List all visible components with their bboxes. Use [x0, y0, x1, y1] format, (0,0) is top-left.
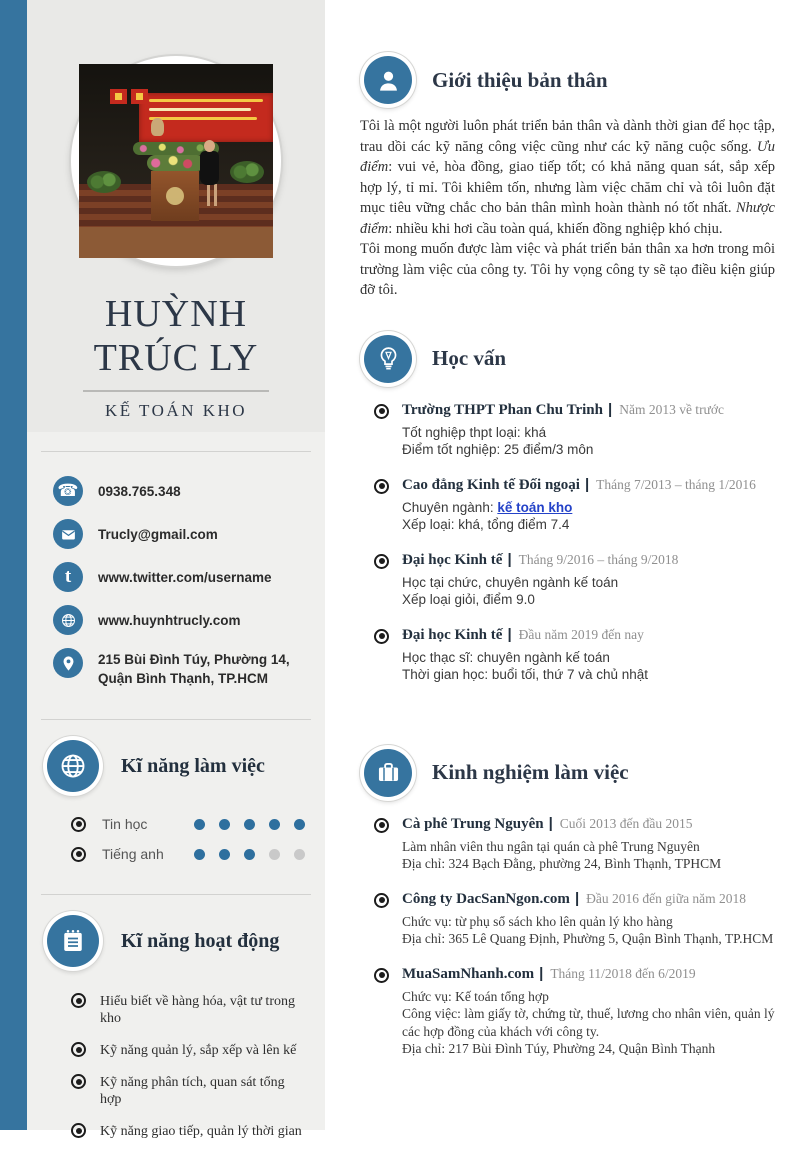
entry-separator: |: [507, 550, 512, 568]
activity-text: Kỹ năng phân tích, quan sát tổng hợp: [100, 1075, 285, 1107]
entry-separator: |: [539, 964, 544, 982]
main-column: [325, 0, 800, 1130]
bulb-icon: [360, 331, 416, 387]
education-entry: [360, 551, 775, 609]
about-paragraph: Tôi mong muốn được làm việc và phát triển bản thân xa hơn trong môi trường làm việc của công ty. Tôi hy vọng công ty sẽ tạo điều kiện giúp đỡ tôi.: [360, 241, 775, 298]
globe-icon: [53, 605, 83, 635]
left-accent-strip: [0, 0, 27, 1130]
dot-filled: [269, 819, 280, 830]
contact-text: 0938.765.348: [98, 484, 181, 499]
entry-details: [402, 574, 775, 609]
entry-separator: |: [608, 400, 613, 418]
activity-row: [71, 993, 305, 1027]
entry-detail-line: Chuyên ngành: kế toán kho: [402, 499, 573, 515]
entry-separator: |: [574, 889, 580, 907]
sidebar: [27, 0, 325, 1139]
bullet-icon: [71, 847, 86, 862]
contact-text: 215 Bùi Đình Túy, Phường 14, Quận Bình Thạnh, TP.HCM: [98, 652, 290, 686]
activity-row: [71, 1123, 305, 1140]
entry-head: [402, 815, 775, 833]
name-line-2: TRÚC LY: [93, 337, 259, 379]
entry-detail-line: Địa chỉ: 217 Bùi Đình Túy, Phường 24, Quận Bình Thạnh: [402, 1041, 716, 1056]
contact-row: [53, 476, 305, 506]
entry-head: [402, 551, 775, 569]
profile-photo-frame: [71, 56, 281, 266]
bullet-icon: [374, 554, 389, 569]
experience-title: Kinh nghiệm làm việc: [432, 760, 629, 784]
dot-empty: [269, 849, 280, 860]
skill-level-dots: [194, 819, 305, 830]
entry-separator: |: [507, 625, 512, 643]
bullet-icon: [374, 893, 389, 908]
about-text: [360, 116, 775, 301]
entry-detail-line: Học thạc sĩ: chuyên ngành kế toán: [402, 649, 610, 665]
entry-title: Công ty DacSanNgon.com: [402, 890, 570, 907]
entry-detail-line: Tốt nghiệp thpt loại: khá: [402, 424, 547, 440]
activity-skills-section: [27, 895, 325, 1165]
entry-head: [402, 965, 775, 983]
twitter-icon: t: [53, 562, 83, 592]
bullet-icon: [374, 818, 389, 833]
entry-detail-line: Xếp loại: khá, tổng điểm 7.4: [402, 517, 570, 532]
about-paragraph: Tôi là một người luôn phát triển bản thân và dành thời gian để học tập, trau dồi các kỹ năng công việc cũng như các kỹ năng cuộc sống. Ưu điểm: vui vẻ, hòa đồng, giao tiếp tốt; có khả năng quan sát, sắp xếp hợp lý, tỉ mỉ. Tôi khiêm tốn, nhưng làm việc chăm chỉ và tôi luôn đặt mục tiêu vững chắc cho bản thân mình hoàn thành nó tốt nhất. Nhược điểm: nhiều khi hơi cầu toàn quá, khiến đồng nghiệp khó chịu.: [360, 118, 775, 237]
entry-detail-line: Làm nhân viên thu ngân tại quán cà phê Trung Nguyên: [402, 838, 700, 854]
education-entry: [360, 401, 775, 459]
person-icon: [360, 52, 416, 108]
activity-text: Hiểu biết về hàng hóa, vật tư trong kho: [100, 994, 295, 1026]
name-block: [27, 292, 325, 421]
skill-level-dots: [194, 849, 305, 860]
entry-separator: |: [548, 814, 553, 832]
entry-detail-line: Chức vụ: từ phụ sổ sách kho lên quản lý kho hàng: [402, 913, 673, 929]
entry-detail-line: Công việc: làm giấy tờ, chứng từ, thuế, lương cho nhân viên, quản lý các hợp đồng của khách với công ty.: [402, 1006, 775, 1039]
entry-date: Cuối 2013 đến đầu 2015: [559, 815, 693, 831]
activity-text: Kỹ năng giao tiếp, quản lý thời gian: [100, 1124, 302, 1139]
education-entry: [360, 476, 775, 534]
work-skills-section: [27, 720, 325, 894]
bullet-icon: [374, 479, 389, 494]
education-entries: [360, 387, 775, 684]
bullet-icon: [71, 993, 86, 1008]
entry-detail-line: Chức vụ: Kế toán tổng hợp: [402, 988, 549, 1004]
entry-detail-line: Xếp loại giỏi, điểm 9.0: [402, 592, 535, 607]
bullet-icon: [71, 1074, 86, 1089]
entry-title: Cà phê Trung Nguyên: [402, 815, 544, 832]
major-link[interactable]: kế toán kho: [497, 499, 573, 515]
bullet-icon: [374, 968, 389, 983]
entry-title: Đại học Kinh tế: [402, 551, 503, 568]
education-title: Học vấn: [432, 346, 507, 370]
dot-filled: [194, 819, 205, 830]
skill-label: Tiếng anh: [102, 846, 164, 862]
name-divider: [83, 390, 269, 392]
bullet-icon: [374, 629, 389, 644]
experience-entry: [360, 815, 775, 873]
dot-filled: [244, 819, 255, 830]
dot-filled: [219, 849, 230, 860]
profile-photo: [79, 64, 273, 258]
contact-list: [27, 452, 325, 719]
dot-filled: [244, 849, 255, 860]
work-skills-list: [43, 796, 305, 884]
contact-text: Trucly@gmail.com: [98, 527, 218, 542]
entry-title: MuaSamNhanh.com: [402, 965, 535, 982]
about-section: [360, 0, 775, 301]
entry-date: Tháng 9/2016 – tháng 9/2018: [518, 551, 679, 567]
contact-text: www.twitter.com/username: [98, 570, 272, 585]
entry-head: [402, 890, 775, 908]
activity-skills-title: Kĩ năng hoạt động: [121, 929, 280, 952]
name-line-1: HUỲNH: [104, 293, 248, 335]
entry-date: Tháng 11/2018 đến 6/2019: [550, 965, 696, 981]
skill-label: Tin học: [102, 816, 148, 832]
entry-head: [402, 476, 775, 494]
activity-row: [71, 1074, 305, 1108]
entry-detail-line: Học tại chức, chuyên ngành kế toán: [402, 574, 619, 590]
experience-entry: [360, 890, 775, 948]
dot-filled: [219, 819, 230, 830]
entry-details: [402, 424, 775, 459]
entry-detail-line: Thời gian học: buổi tối, thứ 7 và chủ nhật: [402, 667, 649, 682]
entry-details: [402, 649, 775, 684]
education-entry: [360, 626, 775, 684]
contact-row: [53, 519, 305, 549]
activity-skills-list: [43, 971, 305, 1140]
email-icon: [53, 519, 83, 549]
entry-detail-line: Điểm tốt nghiệp: 25 điểm/3 môn: [402, 442, 594, 457]
entry-details: [402, 499, 775, 534]
bullet-icon: [71, 817, 86, 832]
job-title: KẾ TOÁN KHO: [104, 401, 248, 420]
bullet-icon: [374, 404, 389, 419]
entry-date: Đầu 2016 đến giữa năm 2018: [586, 890, 747, 906]
dot-filled: [194, 849, 205, 860]
experience-entry: [360, 965, 775, 1058]
globe-icon: [43, 736, 103, 796]
briefcase-icon: [360, 745, 416, 801]
activity-text: Kỹ năng quản lý, sắp xếp và lên kế: [100, 1043, 297, 1058]
entry-head: [402, 401, 775, 419]
entry-title: Cao đẳng Kinh tế Đối ngoại: [402, 476, 580, 493]
skill-row: [71, 846, 305, 862]
phone-icon: ☎: [53, 476, 83, 506]
entry-head: [402, 626, 775, 644]
entry-date: Đầu năm 2019 đến nay: [518, 626, 644, 642]
entry-date: Tháng 7/2013 – tháng 1/2016: [596, 476, 756, 492]
work-skills-title: Kĩ năng làm việc: [121, 754, 265, 777]
entry-title: Đại học Kinh tế: [402, 626, 503, 643]
entry-separator: |: [584, 475, 590, 493]
entry-date: Năm 2013 về trước: [619, 401, 725, 417]
contact-row: [53, 605, 305, 635]
education-section: [360, 301, 775, 684]
entry-details: [402, 838, 775, 873]
contact-text: www.huynhtrucly.com: [98, 613, 241, 628]
entry-detail-line: Địa chỉ: 324 Bạch Đằng, phường 24, Bình Thạnh, TPHCM: [402, 856, 722, 871]
entry-detail-line: Địa chỉ: 365 Lê Quang Định, Phường 5, Quận Bình Thạnh, TP.HCM: [402, 931, 774, 946]
dot-empty: [294, 849, 305, 860]
experience-section: [360, 701, 775, 1058]
entry-title: Trường THPT Phan Chu Trinh: [402, 401, 603, 418]
dot-filled: [294, 819, 305, 830]
skill-row: [71, 816, 305, 832]
activity-row: [71, 1042, 305, 1059]
location-icon: [53, 648, 83, 678]
contact-row: [53, 648, 305, 688]
entry-details: [402, 988, 775, 1058]
contact-row: [53, 562, 305, 592]
entry-details: [402, 913, 775, 948]
about-title: Giới thiệu bản thân: [432, 67, 608, 92]
notepad-icon: [43, 911, 103, 971]
experience-entries: [360, 801, 775, 1058]
bullet-icon: [71, 1123, 86, 1138]
bullet-icon: [71, 1042, 86, 1057]
